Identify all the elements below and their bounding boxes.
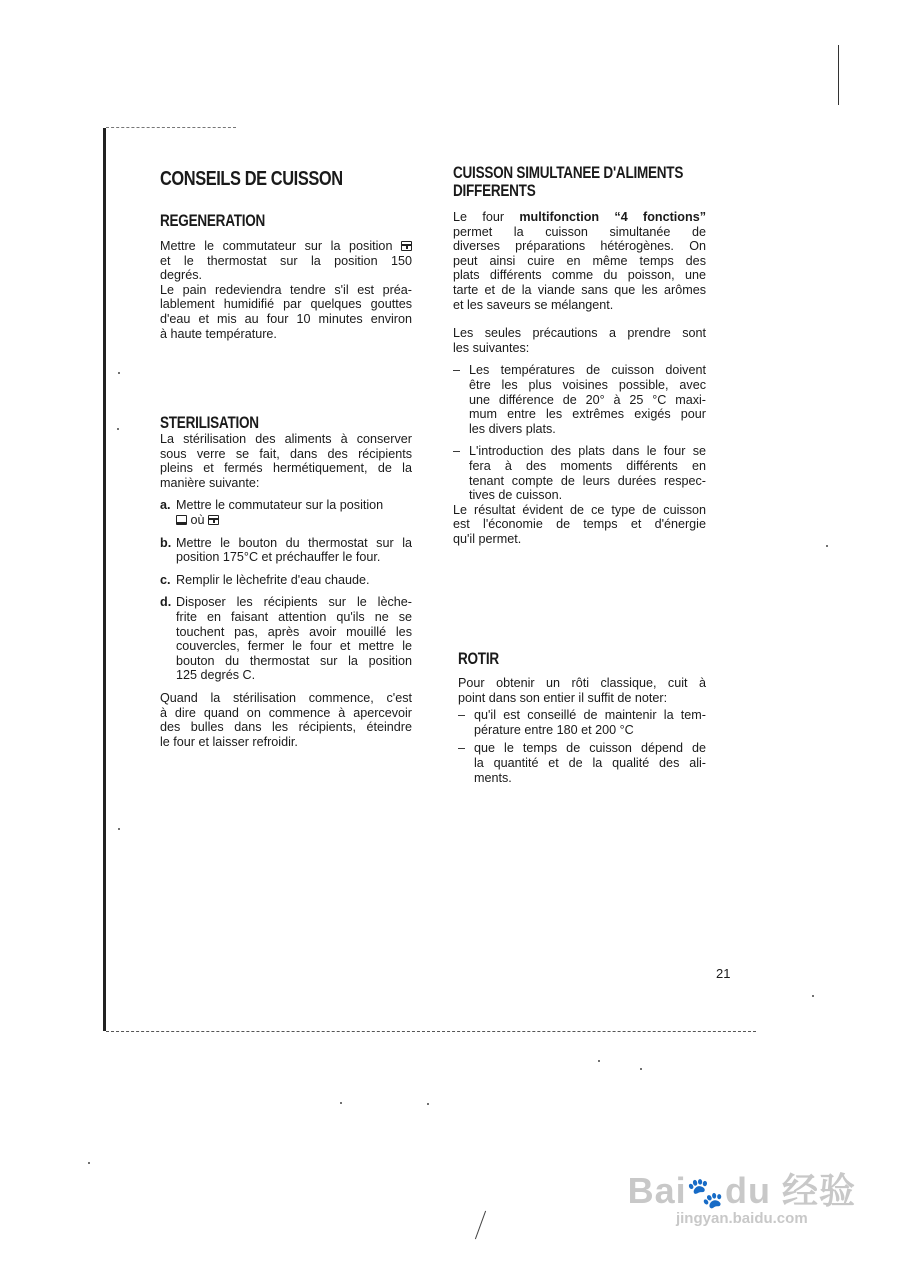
step-marker: d. <box>160 595 172 610</box>
text-line: Disposer les récipients sur le lèche- <box>176 595 412 610</box>
text-line: les divers plats. <box>469 421 556 436</box>
text-line: Les seules précautions a prendre sont <box>453 326 706 341</box>
text-line: Le pain redeviendra tendre s'il est préa- <box>160 282 412 297</box>
text-line: la quantité et de la qualité des ali- <box>474 755 706 770</box>
text-line: Le résultat évident de ce type de cuisson <box>453 502 706 517</box>
text-line: couvercles, fermer le four et mettre le <box>176 639 412 654</box>
step-a <box>160 498 412 527</box>
text-line: touchent pas, après avoir mouillé les <box>176 624 412 639</box>
precaution-item: – Les températures de cuisson doivent être les plus voisines possible, avec une différence de 20° à 25 °C maxi- mum entre les extrêmes exigés pour les divers plats. <box>453 363 706 436</box>
step-c <box>160 573 412 588</box>
text-line: où <box>176 513 412 528</box>
left-margin-bar <box>103 128 106 1031</box>
text-line: 125 degrés C. <box>176 668 256 683</box>
section-regeneration <box>160 212 412 341</box>
text-line: à haute température. <box>160 326 277 341</box>
step-b <box>160 536 412 565</box>
step-d <box>160 595 412 683</box>
text-line: fera à des moments différents en <box>469 458 706 473</box>
baidu-watermark-logo: Bai🐾du 经验 jingyan.baidu.com <box>627 1170 856 1227</box>
section-heading: CUISSON SIMULTANEE D'ALIMENTS <box>453 164 684 182</box>
text-line: les suivantes: <box>453 340 530 355</box>
oven-conventional-icon <box>176 515 187 525</box>
text-line: mum entre les extrêmes exigés pour <box>469 407 706 422</box>
oven-grill-position-icon <box>401 241 412 251</box>
step-marker: a. <box>160 498 171 513</box>
section-heading: STERILISATION <box>160 414 259 432</box>
simultanee-result <box>453 503 706 547</box>
text-line: pérature entre 180 et 200 °C <box>474 722 634 737</box>
text-line: pleins et fermés hermétiquement, de la <box>160 461 412 476</box>
text-line: La stérilisation des aliments à conserver <box>160 432 412 446</box>
page-title: CONSEILS DE CUISSON <box>160 168 343 190</box>
text-line: qu'il permet. <box>453 531 522 546</box>
rotir-intro <box>458 676 706 705</box>
text-line: tives de cuisson. <box>469 488 563 503</box>
step-marker: c. <box>160 572 171 587</box>
simultanee-intro <box>453 210 706 312</box>
text-line: ments. <box>474 770 512 785</box>
text-line: permet la cuisson simultanée de <box>453 224 706 239</box>
text-line: et le thermostat sur la position 150 <box>160 253 412 268</box>
text-line: que le temps de cuisson dépend de <box>474 741 706 756</box>
section-heading: DIFFERENTS <box>453 182 536 200</box>
top-rule <box>106 127 236 128</box>
text-line: d'eau et mis au four 10 minutes environ <box>160 311 412 326</box>
text-line: Les températures de cuisson doivent <box>469 363 706 378</box>
text-line: peut ainsi cuire en même temps des <box>453 253 706 268</box>
scan-mark <box>475 1211 486 1240</box>
text-line: des bulles dans les récipients, éteindre <box>160 720 412 735</box>
text-line: degrés. <box>160 268 203 283</box>
text-line: manière suivante: <box>160 475 260 490</box>
section-rotir <box>458 650 706 785</box>
text-line: Mettre le bouton du thermostat sur la <box>176 535 412 550</box>
sterilisation-closing <box>160 691 412 749</box>
text-line: Mettre le commutateur sur la position <box>160 239 412 254</box>
text-line: une différence de 20° à 25 °C maxi- <box>469 392 706 407</box>
scan-edge-line <box>838 45 839 105</box>
page-number: 21 <box>716 966 731 981</box>
section-heading: REGENERATION <box>160 212 266 230</box>
text-line: est l'économie de temps et d'énergie <box>453 517 706 532</box>
text-line: lablement humidifié par quelques gouttes <box>160 297 412 312</box>
text-line: qu'il est conseillé de maintenir la tem- <box>474 708 706 723</box>
text-line: sous verre se fait, dans des récipients <box>160 446 412 461</box>
text-line: le four et laisser refroidir. <box>160 734 298 749</box>
text-line: position 175°C et préchauffer le four. <box>176 550 381 565</box>
text-line: Pour obtenir un rôti classique, cuit à <box>458 676 706 690</box>
text-line: à dire quand on commence à apercevoir <box>160 705 412 720</box>
step-marker: b. <box>160 535 172 550</box>
text-line: être les plus voisines possible, avec <box>469 377 706 392</box>
precaution-item: – L'introduction des plats dans le four se fera à des moments différents en tenant compte de leurs durées respec- tives de cuisson. <box>453 444 706 503</box>
rotir-item: – que le temps de cuisson dépend de la quantité et de la qualité des ali- ments. <box>458 741 706 785</box>
precautions-intro <box>453 326 706 355</box>
regeneration-body <box>160 239 412 341</box>
sterilisation-intro <box>160 432 412 490</box>
section-cuisson-simultanee <box>453 164 706 546</box>
text-line: diverses préparations hétérogènes. On <box>453 239 706 254</box>
text-line: tenant compte de leurs durées respec- <box>469 473 706 488</box>
text-line: Mettre le commutateur sur la position <box>176 498 384 513</box>
rotir-item: – qu'il est conseillé de maintenir la tem- pérature entre 180 et 200 °C <box>458 708 706 737</box>
text-line: point dans son entier il suffit de noter: <box>458 690 668 705</box>
text-line: Remplir le lèchefrite d'eau chaude. <box>176 572 370 587</box>
text-line: frite en faisant attention qu'ils ne se <box>176 609 412 624</box>
bottom-rule <box>106 1031 756 1032</box>
text-line: bouton du thermostat sur la position <box>176 653 412 668</box>
section-heading: ROTIR <box>458 650 499 668</box>
section-sterilisation <box>160 414 412 749</box>
text-line: L'introduction des plats dans le four se <box>469 444 706 459</box>
oven-grill-position-icon <box>208 515 219 525</box>
text-line: Quand la stérilisation commence, c'est <box>160 690 412 705</box>
text-line: plats différents comme du poisson, une <box>453 268 706 283</box>
text-line: Le four multifonction “4 fonctions” <box>453 210 706 224</box>
text-line: et les saveurs se mélangent. <box>453 297 614 312</box>
text-line: tarte et de la viande sans que les arômes <box>453 282 706 297</box>
